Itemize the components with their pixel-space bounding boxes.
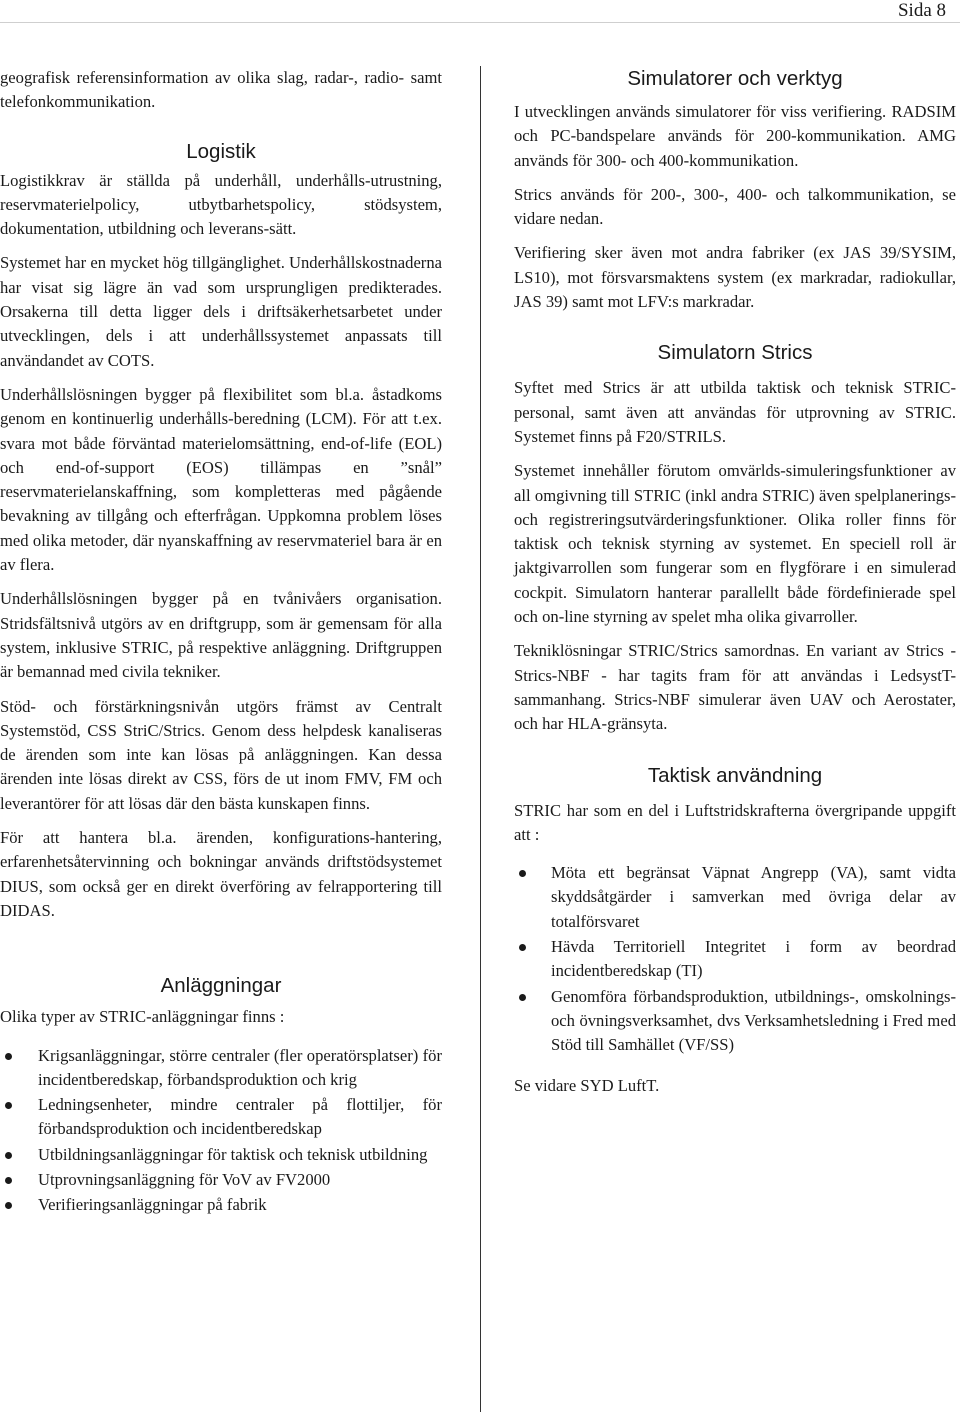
heading-simulatorer: Simulatorer och verktyg bbox=[627, 67, 843, 90]
heading-anlaggningar: Anläggningar bbox=[160, 974, 282, 998]
logistik-paragraph-4: Underhållslösningen bygger på en tvånivåers organisation. Stridsfältsnivå utgörs av en driftgrupp, som är gemensam för alla system, inklusive STRIC, på respektive anläggning. Driftgruppen är bemannad med civila tekniker. bbox=[0, 589, 442, 682]
strics-paragraph-1: Syftet med Strics är att utbilda taktisk och teknisk STRIC-personal, samt även att användas för utprovning av STRIC. Systemet finns på F20/STRILS. bbox=[514, 378, 956, 446]
list-item: Ledningsenheter, mindre centraler på flottiljer, för förbandsproduktion och incidentberedskap bbox=[0, 1093, 442, 1142]
taktisk-outro: Se vidare SYD LuftT. bbox=[514, 1075, 660, 1095]
intro-paragraph: geografisk referensinformation av olika slag, radar-, radio- samt telefonkommunikation. bbox=[0, 68, 442, 112]
logistik-paragraph-5: Stöd- och förstärkningsnivån utgörs främst av Centralt Systemstöd, CSS StriC/Strics. Genom dess helpdesk kanaliseras de ärenden som inte kan lösas på anläggningen. Kan dessa ärenden inte lösas direkt av CSS, förs de ut inom FMV, FM och leverantörer för att lösas där den bästa kunskapen finns. bbox=[0, 696, 442, 813]
heading-strics: Simulatorn Strics bbox=[657, 341, 813, 365]
logistik-paragraph-6: För att hantera bl.a. ärenden, konfigurations-hantering, erfarenhetsåtervinning och bokningar används driftstödsystemet DIUS, som också ger en direkt överföring av felrapportering till DIDAS. bbox=[0, 828, 442, 920]
simulatorer-paragraph-1: I utvecklingen används simulatorer för viss verifiering. RADSIM och PC-bandspelare används för 200-kommunikation. AMG används för 300- och 400-kommunikation. bbox=[514, 102, 956, 170]
list-item: Genomföra förbandsproduktion, utbildnings-, omskolnings- och övningsverksamhet, dvs Verksamhetsledning i Fred med Stöd till Samhället (VF/SS) bbox=[514, 985, 956, 1058]
simulatorer-paragraph-3: Verifiering sker även mot andra fabriker (ex JAS 39/SYSIM, LS10), mot försvarsmaktens system (ex markradar, radiokullar, JAS 39) samt mot LFV:s markradar. bbox=[514, 243, 956, 312]
logistik-paragraph-1: Logistikkrav är ställda på underhåll, underhålls-utrustning, reservmaterielpolicy, utbytbarhetspolicy, stödsystem, dokumentation, utbildning och leverans-sätt. bbox=[0, 170, 442, 239]
anlaggningar-list bbox=[0, 1044, 442, 1218]
strics-paragraph-2: Systemet innehåller förutom omvärlds-simuleringsfunktioner av all omgivning till STRIC (inkl andra STRIC) även spelplanerings- och registreringsutvärderingsfunktioner. Olika roller finns för taktisk och teknisk styrning av systemet. En speciell roll är jaktgivarrollen som fungerar som en flygförare i en simulerad cockpit. Simulatorn hanterar parallellt både fördefinierade spel och on-line styrning av spelet mha olika givarroller. bbox=[514, 461, 956, 627]
left-column bbox=[0, 66, 442, 1219]
page-number: Sida 8 bbox=[897, 0, 946, 21]
strics-paragraph-3: Tekniklösningar STRIC/Strics samordnas. En variant av Strics - Strics-NBF - har tagits fram för att användas i LedsystT-sammanhang. Strics-NBF simulerar även UAV och Aerostater, och har HLA-gränsyta. bbox=[514, 641, 956, 734]
logistik-paragraph-2: Systemet har en mycket hög tillgänglighet. Underhållskostnaderna har visat sig lägre än vad som ursprungligen predikterades. Orsakerna till detta ligger dels i driftsäkerhetsarbetet under utvecklingen, dels i att underhållssystemet anpassats till användandet av COTS. bbox=[0, 253, 442, 370]
column-divider bbox=[480, 66, 481, 1412]
list-item: Verifieringsanläggningar på fabrik bbox=[0, 1193, 442, 1217]
simulatorer-paragraph-2: Strics används för 200-, 300-, 400- och talkommunikation, se vidare nedan. bbox=[514, 184, 956, 229]
list-item: Möta ett begränsat Väpnat Angrepp (VA), samt vidta skyddsåtgärder i samverkan med övriga delar av totalförsvaret bbox=[514, 861, 956, 934]
heading-taktisk: Taktisk användning bbox=[647, 763, 823, 787]
taktisk-list bbox=[514, 861, 956, 1057]
page-header bbox=[0, 0, 960, 23]
list-item: Krigsanläggningar, större centraler (fler operatörsplatser) för incidentberedskap, förbandsproduktion och krig bbox=[0, 1044, 442, 1093]
heading-logistik: Logistik bbox=[186, 139, 256, 163]
list-item: Utprovningsanläggning för VoV av FV2000 bbox=[0, 1168, 442, 1192]
anlaggningar-intro: Olika typer av STRIC-anläggningar finns : bbox=[0, 1007, 285, 1027]
list-item: Hävda Territoriell Integritet i form av beordrad incidentberedskap (TI) bbox=[514, 935, 956, 984]
taktisk-intro: STRIC har som en del i Luftstridskrafterna övergripande uppgift att : bbox=[514, 800, 956, 844]
list-item: Utbildningsanläggningar för taktisk och teknisk utbildning bbox=[0, 1143, 442, 1167]
right-column bbox=[514, 66, 956, 1108]
logistik-paragraph-3: Underhållslösningen bygger på flexibilitet som bl.a. åstadkoms genom en kontinuerlig underhålls-beredning (LCM). För att t.ex. svara mot både förväntad materielomsättning, end-of-life (EOL) och end-of-support (EOS) tillämpas en ”snål” reservmaterielanskaffning, som kompletteras med pågående bevakning av tillgång och efterfrågan. Uppkomna problem löses med olika metoder, där nyanskaffning av reservmateriel bara är en av flera. bbox=[0, 384, 442, 575]
